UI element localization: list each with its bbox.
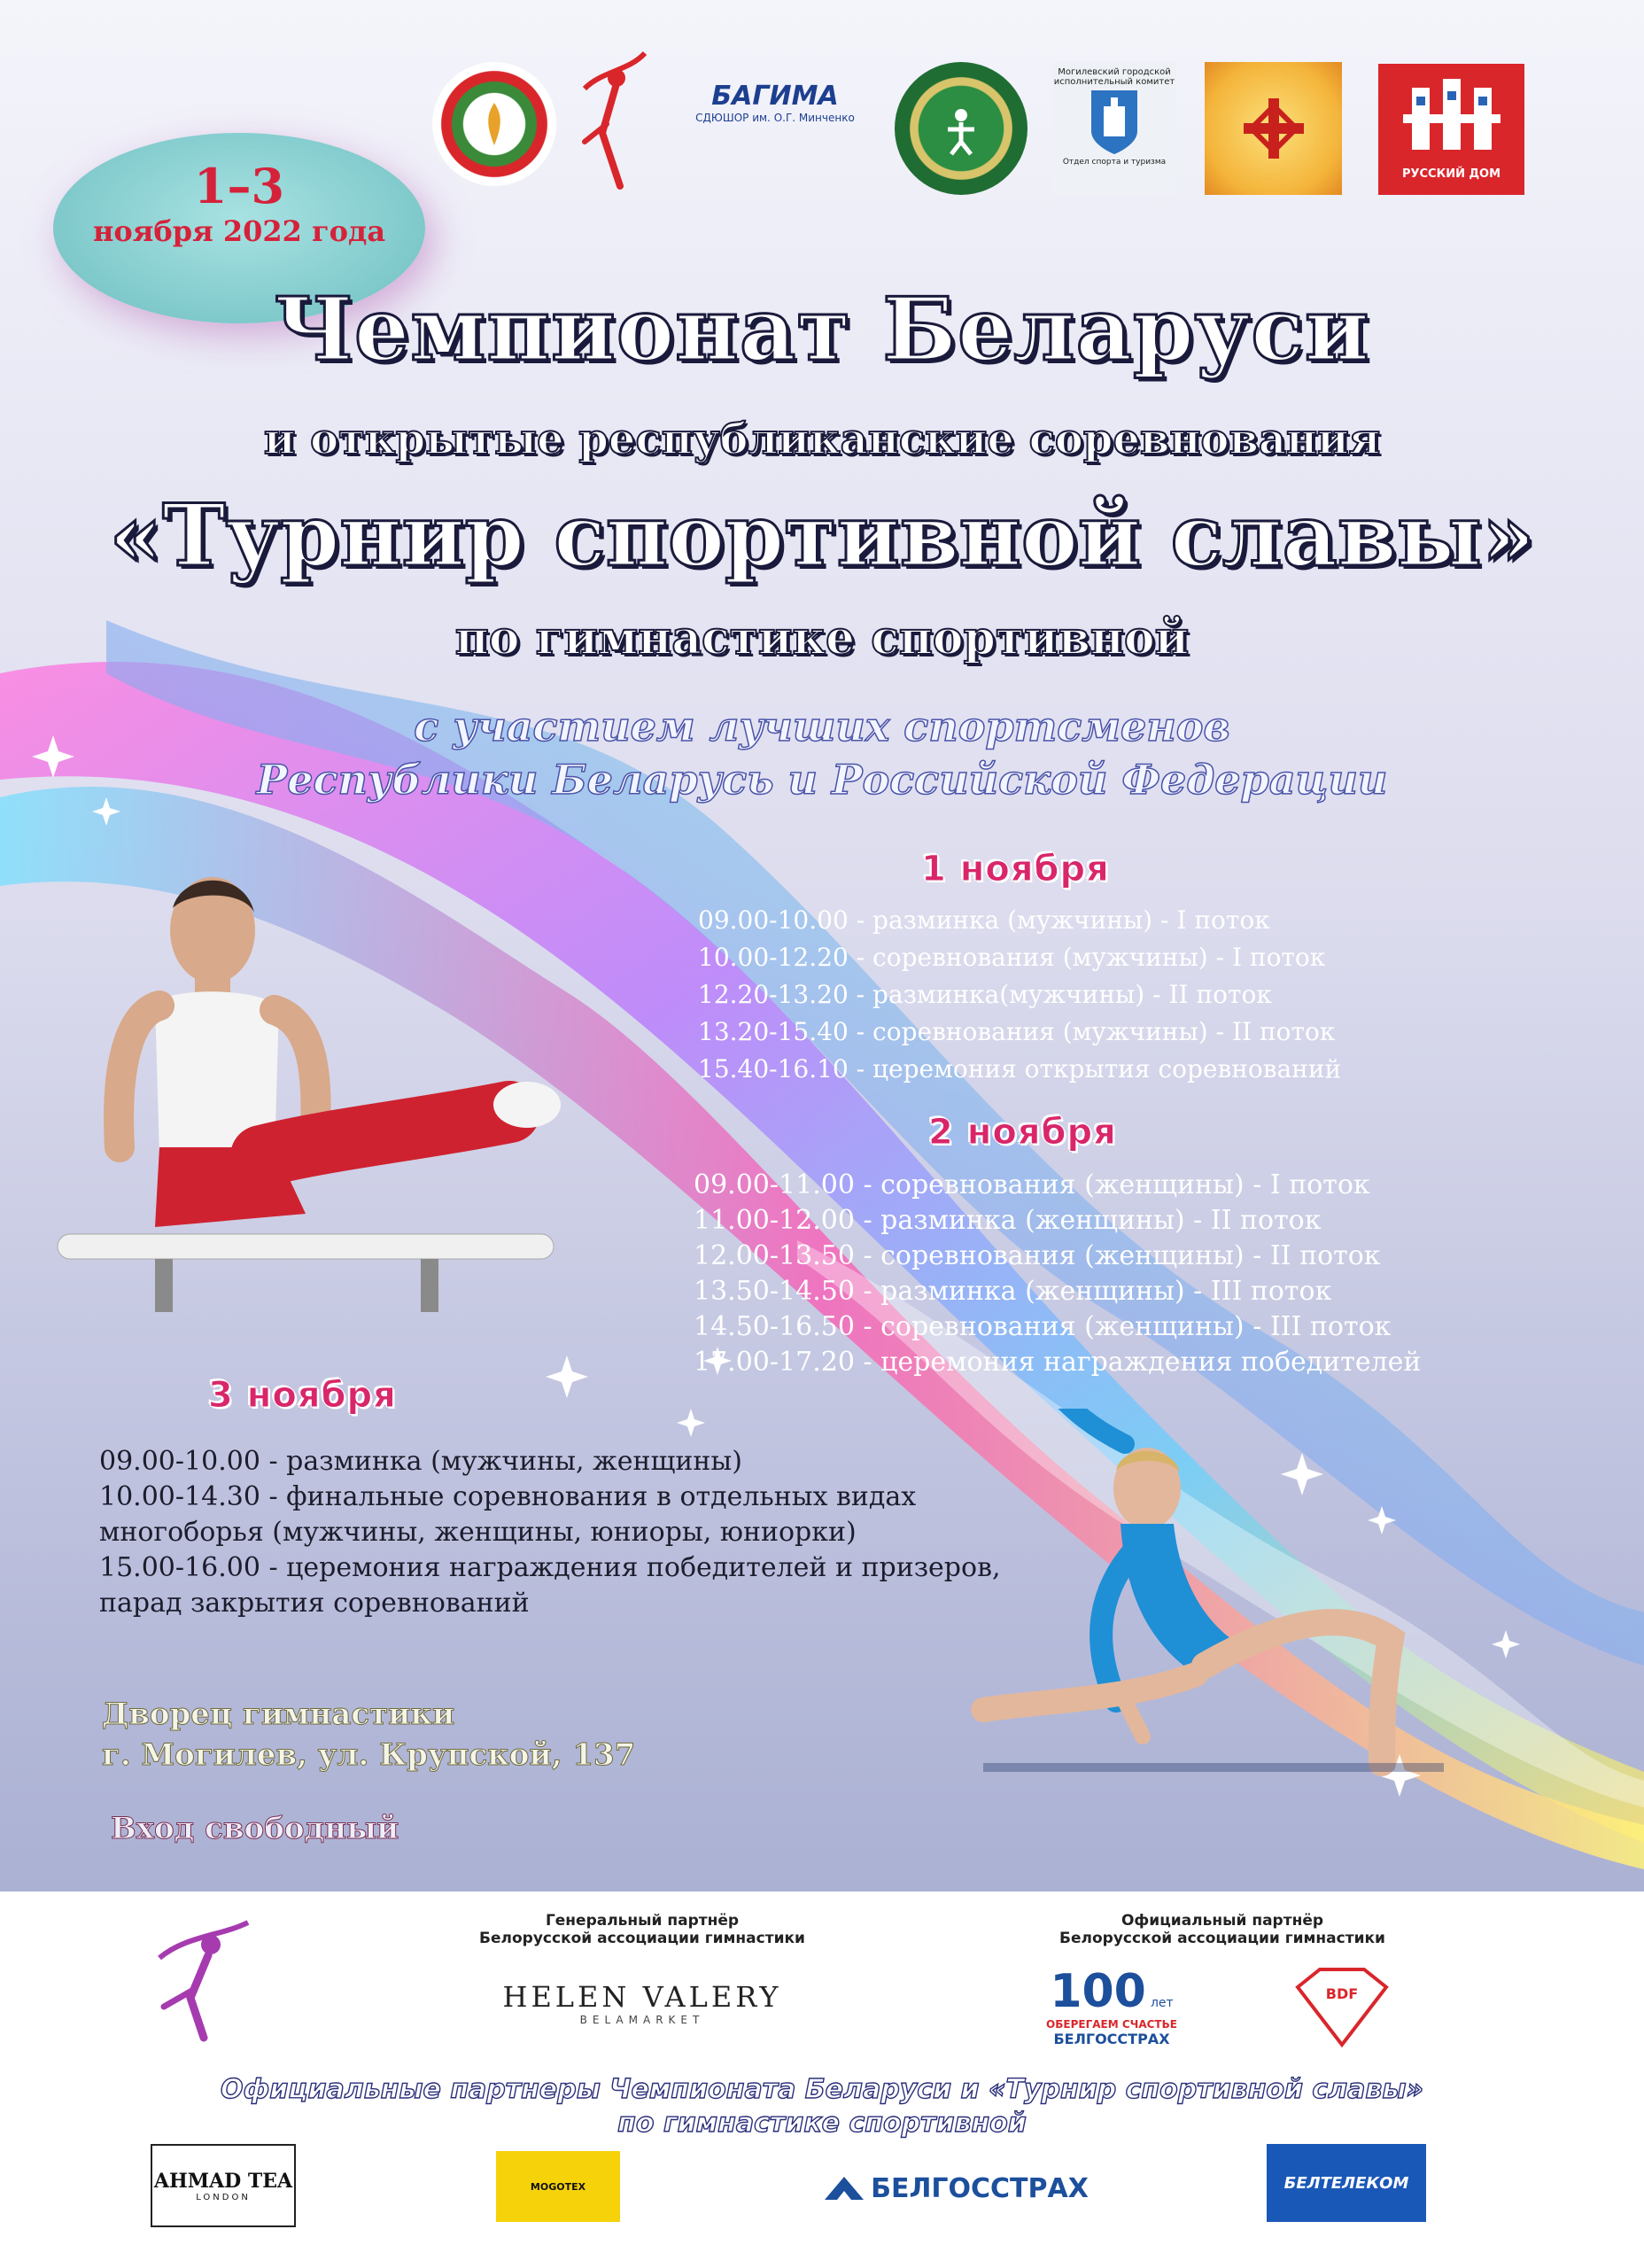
schedule-item: 09.00-10.00 - разминка (мужчины, женщины) bbox=[99, 1446, 742, 1477]
schedule-item: 10.00-12.20 - соревнования (мужчины) - I поток bbox=[698, 943, 1326, 972]
belgosstrakh-slogan: ОБЕРЕГАЕМ СЧАСТЬЕ bbox=[1046, 2018, 1177, 2031]
belgosstrakh-100-logo bbox=[1032, 1965, 1191, 2047]
bdf-logo bbox=[1293, 1965, 1391, 2049]
official-partner-line-1: Официальный партнёр bbox=[1121, 1912, 1324, 1930]
date-year: ноября 2022 года bbox=[92, 214, 386, 248]
bag-footer-logo bbox=[142, 1909, 257, 2042]
schedule-item: 14.50-16.50 - соревнования (женщины) - III поток bbox=[694, 1311, 1392, 1342]
russian-house-label: РУССКИЙ ДОМ bbox=[1401, 167, 1501, 181]
sports-ministry-logo bbox=[432, 62, 556, 186]
mogilev-committee-caption: Отдел спорта и туризма bbox=[1062, 158, 1167, 167]
coat-of-arms-icon bbox=[1088, 87, 1141, 158]
belgosstrakh-years: 100 bbox=[1050, 1965, 1146, 2018]
official-partners-caption bbox=[0, 2073, 1644, 2140]
belgosstrakh-sponsor-name: БЕЛГОССТРАХ bbox=[871, 2172, 1089, 2204]
competition-subtitle: и открытые республиканские соревнования bbox=[263, 415, 1381, 464]
day2-title: 2 ноября bbox=[928, 1112, 1117, 1153]
beltelecom-logo bbox=[1267, 2144, 1426, 2222]
general-partner-line-1: Генеральный партнёр bbox=[545, 1912, 740, 1930]
bagima-name: БАГИМА bbox=[711, 80, 839, 112]
mogilev-committee-logo bbox=[1052, 62, 1176, 195]
participation-text bbox=[0, 700, 1644, 806]
helen-valery-sub: BELAMARKET bbox=[579, 2014, 705, 2026]
discipline-title: по гимнастике спортивной bbox=[454, 611, 1190, 665]
bagima-logo bbox=[673, 71, 877, 133]
schedule-item: парад закрытия соревнований bbox=[99, 1588, 530, 1619]
general-partner-heading bbox=[434, 1912, 850, 1947]
day1-schedule bbox=[698, 902, 1341, 1088]
schedule-item: 10.00-14.30 - финальные соревнования в отдельных видах bbox=[99, 1481, 917, 1512]
schedule-item: 12.00-13.50 - соревнования (женщины) - II поток bbox=[694, 1240, 1381, 1271]
mogotex-name: MOGOTEX bbox=[530, 2180, 586, 2193]
day3-title: 3 ноября bbox=[208, 1375, 397, 1416]
beltelecom-name: БЕЛТЕЛЕКОМ bbox=[1283, 2173, 1409, 2193]
bag-gymnastics-logo bbox=[567, 35, 651, 190]
cultural-center-logo bbox=[1205, 62, 1342, 195]
ahmad-tea-name: AHMAD TEA bbox=[153, 2169, 293, 2193]
partners-caption-line-2: по гимнастике спортивной bbox=[617, 2108, 1027, 2139]
ahmad-tea-logo bbox=[151, 2144, 296, 2227]
venue-name: Дворец гимнастики bbox=[102, 1697, 455, 1732]
helen-valery-name: HELEN VALERY bbox=[502, 1980, 782, 2014]
schedule-item: 15.00-16.00 - церемония награждения победителей и призеров, bbox=[99, 1552, 1001, 1583]
schedule-item: 12.20-13.20 - разминка(мужчины) - II поток bbox=[698, 980, 1272, 1009]
day3-schedule bbox=[99, 1444, 1001, 1621]
belgosstrakh-years-word: лет bbox=[1150, 1996, 1174, 2010]
official-partner-line-2: Белорусской ассоциации гимнастики bbox=[1059, 1930, 1385, 1947]
venue-address bbox=[102, 1694, 635, 1775]
mogilev-committee-line2: исполнительный комитет bbox=[1053, 77, 1175, 87]
general-partner-line-2: Белорусской ассоциации гимнастики bbox=[479, 1930, 805, 1947]
belgosstrakh-logo bbox=[824, 2166, 1090, 2210]
schedule-item: 13.50-14.50 - разминка (женщины) - III поток bbox=[694, 1276, 1332, 1307]
belgosstrakh-anniversary-name: БЕЛГОССТРАХ bbox=[1053, 2031, 1170, 2047]
free-entry-note: Вход свободный bbox=[111, 1811, 399, 1846]
helen-valery-logo bbox=[496, 1980, 788, 2026]
partners-caption-line-1: Официальные партнеры Чемпионата Беларуси и «Турнир спортивной славы» bbox=[220, 2074, 1424, 2105]
belgosstrakh-arrow-icon bbox=[825, 2175, 864, 2202]
mogotex-logo bbox=[496, 2151, 620, 2222]
schedule-item: 15.40-16.10 - церемония открытия соревнований bbox=[698, 1054, 1342, 1084]
official-partner-heading bbox=[1014, 1912, 1431, 1947]
bdf-text: BDF bbox=[1325, 1985, 1359, 2002]
ahmad-tea-sub: LONDON bbox=[196, 2192, 251, 2202]
date-range: 1–3 bbox=[193, 158, 285, 214]
participation-line-2: Республики Беларусь и Российской Федерации bbox=[256, 756, 1388, 804]
russian-house-logo bbox=[1378, 64, 1524, 195]
female-gymnast-image bbox=[965, 1409, 1462, 1816]
day1-title: 1 ноября bbox=[921, 849, 1110, 889]
schedule-item: 09.00-10.00 - разминка (мужчины) - I поток bbox=[698, 905, 1270, 935]
schedule-item: 09.00-11.00 - соревнования (женщины) - I поток bbox=[694, 1169, 1370, 1200]
mogilev-committee-line1: Могилевский городской bbox=[1058, 67, 1171, 77]
schedule-item: 17.00-17.20 - церемония награждения победителей bbox=[694, 1347, 1422, 1378]
bagima-subtitle: СДЮШОР им. О.Г. Минченко bbox=[695, 111, 855, 124]
olympic-reserve-logo bbox=[895, 62, 1028, 195]
day2-schedule bbox=[694, 1168, 1421, 1380]
tournament-title: «Турнир спортивной славы» bbox=[109, 485, 1535, 586]
schedule-item: 13.20-15.40 - соревнования (мужчины) - II поток bbox=[698, 1017, 1336, 1046]
participation-line-1: с участием лучших спортсменов bbox=[414, 703, 1230, 750]
championship-title: Чемпионат Беларуси bbox=[274, 279, 1370, 381]
schedule-item: многоборья (мужчины, женщины, юниоры, юниорки) bbox=[99, 1517, 857, 1548]
male-gymnast-image bbox=[49, 864, 580, 1324]
venue-street: г. Могилев, ул. Крупской, 137 bbox=[102, 1737, 636, 1773]
schedule-item: 11.00-12.00 - разминка (женщины) - II поток bbox=[694, 1205, 1322, 1236]
